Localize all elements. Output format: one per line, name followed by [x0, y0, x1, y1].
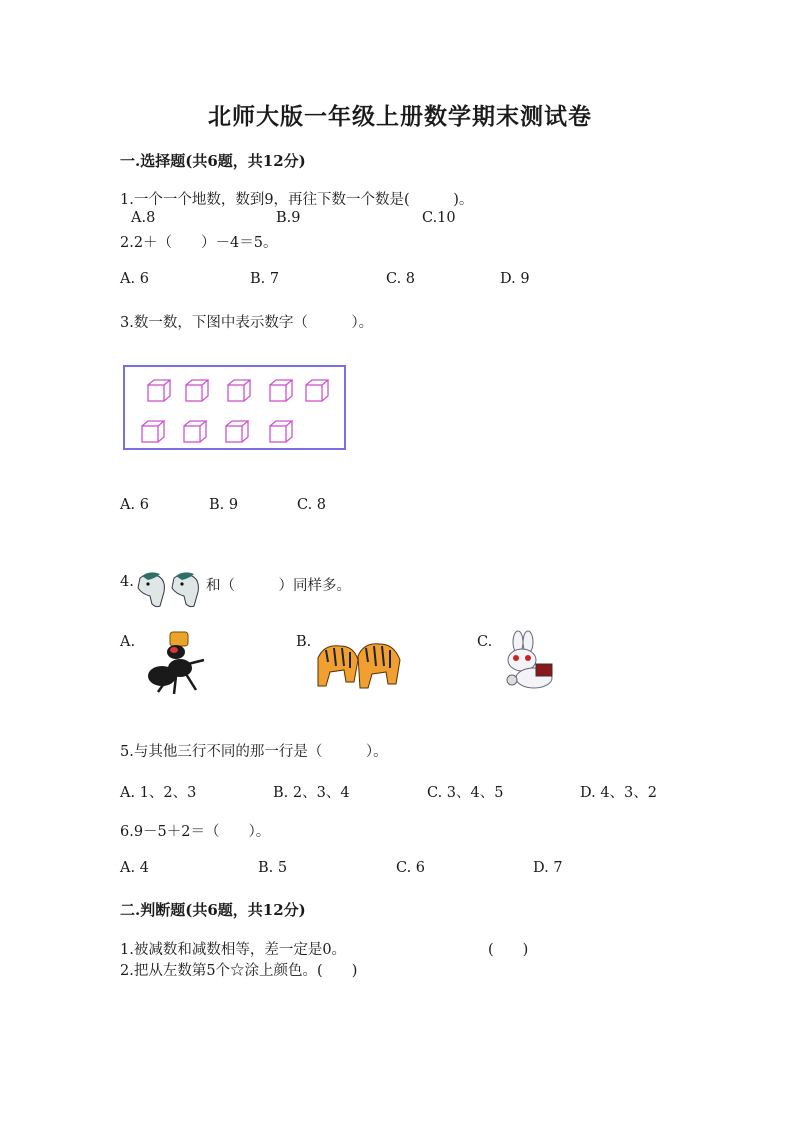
tigers-icon	[314, 632, 404, 694]
cube-icon	[183, 420, 207, 444]
cube-figure-box	[123, 365, 346, 450]
question-6-option-b: B. 5	[258, 860, 288, 876]
cube-icon	[185, 379, 209, 403]
question-4-number: 4.	[120, 574, 134, 590]
question-2-option-b: B. 7	[250, 271, 280, 287]
page-title: 北师大版一年级上册数学期末测试卷	[208, 103, 592, 130]
question-5-text: 5.与其他三行不同的那一行是（ ）。	[120, 744, 388, 760]
judgment-1-text: 1.被减数和减数相等，差一定是0。	[120, 942, 347, 958]
judgment-2-text: 2.把从左数第5个☆涂上颜色。( )	[120, 963, 358, 979]
question-1-option-c: C.10	[422, 210, 456, 226]
question-3-option-b: B. 9	[209, 497, 239, 513]
question-5-option-c: C. 3、4、5	[427, 785, 504, 801]
question-2-text: 2.2＋（ ）－4＝5。	[120, 235, 278, 251]
question-2-option-c: C. 8	[386, 271, 416, 287]
question-5-option-b: B. 2、3、4	[273, 785, 350, 801]
question-4-text: 和（ ）同样多。	[206, 578, 351, 594]
ant-icon	[140, 630, 210, 696]
question-2-option-a: A. 6	[120, 271, 149, 287]
question-1-text: 1.一个一个地数，数到9，再往下数一个数是( )。	[120, 192, 474, 208]
cube-icon	[269, 420, 293, 444]
section-heading-judgment: 二.判断题(共6题，共12分)	[120, 901, 306, 919]
question-2-option-d: D. 9	[500, 271, 530, 287]
cube-icon	[305, 379, 329, 403]
question-6-option-a: A. 4	[120, 860, 149, 876]
judgment-1-blank: ( )	[488, 942, 529, 958]
question-6-option-c: C. 6	[396, 860, 426, 876]
question-3-option-c: C. 8	[297, 497, 327, 513]
question-4-option-b: B.	[296, 634, 312, 650]
question-6-option-d: D. 7	[533, 860, 563, 876]
question-5-option-d: D. 4、3、2	[580, 785, 658, 801]
question-3-option-a: A. 6	[120, 497, 149, 513]
cube-icon	[225, 420, 249, 444]
cube-icon	[227, 379, 251, 403]
rabbit-icon	[494, 630, 564, 692]
question-5-option-a: A. 1、2、3	[120, 785, 197, 801]
cube-icon	[147, 379, 171, 403]
cube-icon	[141, 420, 165, 444]
question-1-option-a: A.8	[131, 210, 156, 226]
question-3-text: 3.数一数，下图中表示数字（ ）。	[120, 315, 374, 331]
section-heading-choice: 一.选择题(共6题，共12分)	[120, 152, 306, 170]
cube-icon	[269, 379, 293, 403]
question-1-option-b: B.9	[276, 210, 301, 226]
question-4-option-c: C.	[477, 634, 493, 650]
question-4-option-a: A.	[120, 634, 136, 650]
horse-heads-icon	[134, 570, 204, 610]
question-6-text: 6.9－5＋2＝（ ）。	[120, 824, 271, 840]
